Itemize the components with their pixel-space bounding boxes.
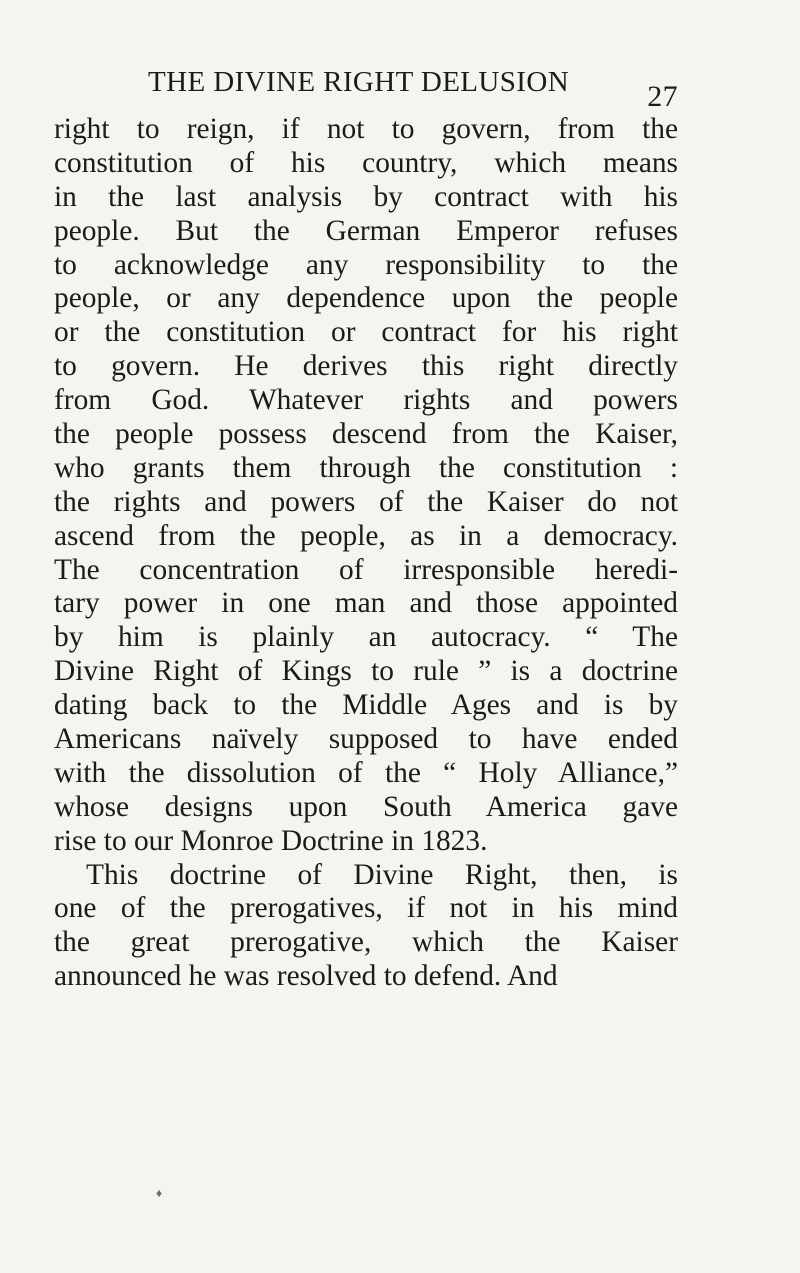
text-line: announced he was resolved to defend. And xyxy=(54,960,558,993)
body-text xyxy=(54,113,678,994)
text-line: Americans naïvely supposed to have ended xyxy=(54,723,678,756)
paragraph xyxy=(54,113,678,859)
text-line: dating back to the Middle Ages and is by xyxy=(54,689,678,722)
text-line: people, or any dependence upon the people xyxy=(54,282,678,315)
text-line: or the constitution or contract for his right xyxy=(54,316,678,349)
running-title: THE DIVINE RIGHT DELUSION xyxy=(148,66,570,98)
page-header xyxy=(148,66,678,113)
text-line: This doctrine of Divine Right, then, is xyxy=(86,858,678,891)
text-line: tary power in one man and those appointed xyxy=(54,587,678,620)
text-line: with the dissolution of the “ Holy Alliance,” xyxy=(54,756,678,789)
text-line: ascend from the people, as in a democracy. xyxy=(54,519,678,552)
text-line: who grants them through the constitution : xyxy=(54,451,678,484)
text-line: to acknowledge any responsibility to the xyxy=(54,248,678,281)
text-line: from God. Whatever rights and powers xyxy=(54,384,678,417)
text-line: constitution of his country, which means xyxy=(54,146,678,179)
text-line: whose designs upon South America gave xyxy=(54,790,678,823)
page-number: 27 xyxy=(647,80,678,113)
text-line: rise to our Monroe Doctrine in 1823. xyxy=(54,824,488,857)
text-line: the people possess descend from the Kaiser, xyxy=(54,418,678,451)
text-line: The concentration of irresponsible heredi- xyxy=(54,553,678,586)
text-line: people. But the German Emperor refuses xyxy=(54,214,678,247)
text-line: by him is plainly an autocracy. “ The xyxy=(54,621,678,654)
text-line: Divine Right of Kings to rule ” is a doctrine xyxy=(54,655,678,688)
text-line: the great prerogative, which the Kaiser xyxy=(54,926,678,959)
printer-mark: ♦ xyxy=(156,1186,163,1200)
text-line: to govern. He derives this right directly xyxy=(54,350,678,383)
text-line: the rights and powers of the Kaiser do not xyxy=(54,485,678,518)
paragraph xyxy=(54,859,678,995)
text-line: one of the prerogatives, if not in his mind xyxy=(54,892,678,925)
text-line: right to reign, if not to govern, from the xyxy=(54,113,678,145)
text-line: in the last analysis by contract with his xyxy=(54,180,678,213)
